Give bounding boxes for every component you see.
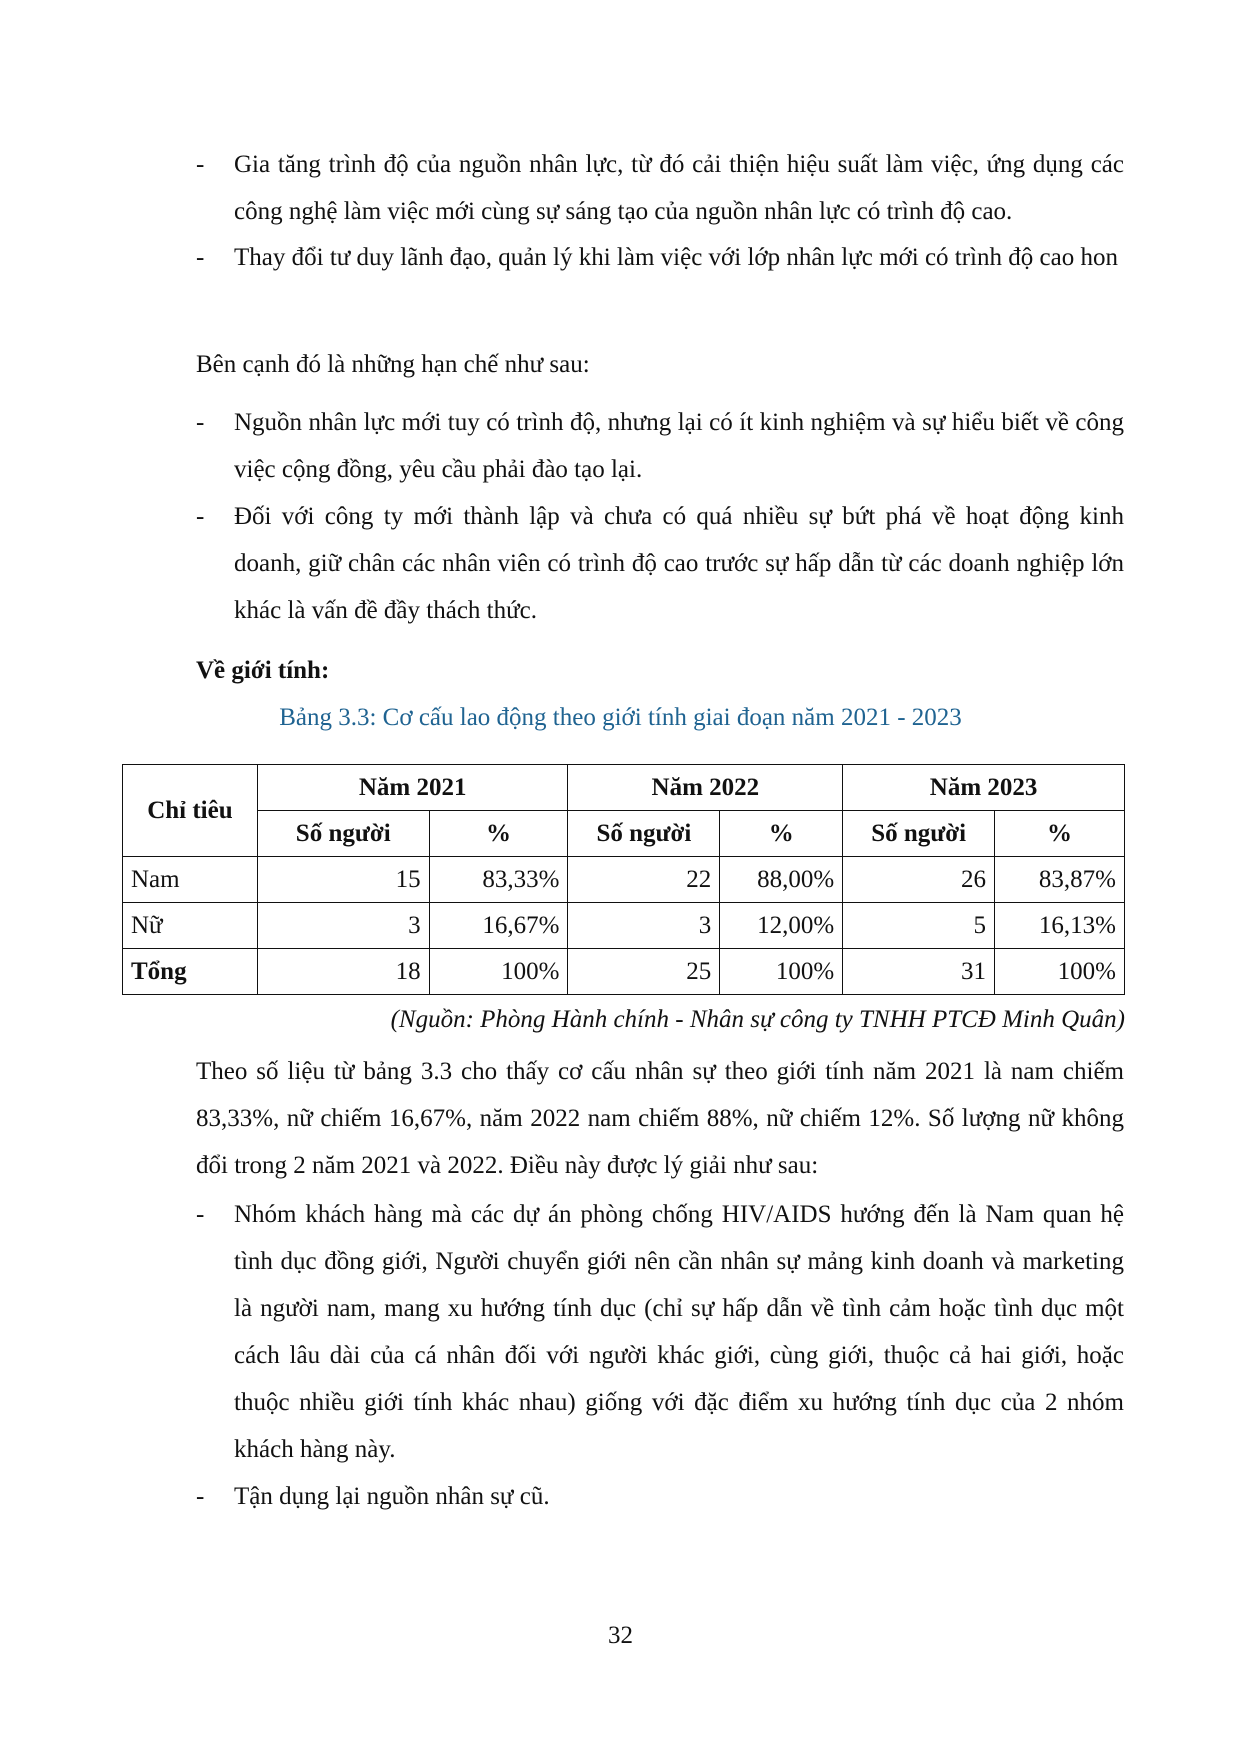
- table-header-row: [123, 765, 1125, 811]
- bullet-dash: -: [196, 244, 205, 271]
- cell-pct: 88,00%: [720, 857, 843, 903]
- cell-count: 22: [568, 857, 720, 903]
- analysis-text: Theo số liệu từ bảng 3.3 cho thấy cơ cấu nhân sự theo giới tính năm 2021 là nam chiếm 83,33%, nữ chiếm 16,67%, năm 2022 nam chiếm 88%, nữ chiếm 12%. Số lượng nữ không đổi trong 2 năm 2021 và 2022. Điều này được lý giải như sau:: [196, 1058, 1124, 1179]
- bullet-dash: -: [196, 1483, 205, 1510]
- bullet-item: [196, 1191, 1124, 1473]
- subheader-count: Số người: [568, 811, 720, 857]
- subheader-count: Số người: [843, 811, 995, 857]
- cell-pct: 83,87%: [995, 857, 1125, 903]
- table-row-total: [123, 949, 1125, 995]
- cell-pct: 16,13%: [995, 903, 1125, 949]
- bullet-text: Gia tăng trình độ của nguồn nhân lực, từ đó cải thiện hiệu suất làm việc, ứng dụng các công nghệ làm việc mới cùng sự sáng tạo của nguồn nhân lực có trình độ cao.: [234, 151, 1124, 225]
- subheader-count: Số người: [257, 811, 429, 857]
- bullet-text: Đối với công ty mới thành lập và chưa có quá nhiều sự bứt phá về hoạt động kinh doanh, giữ chân các nhân viên có trình độ cao trước sự hấp dẫn từ các doanh nghiệp lớn khác là vấn đề đầy thách thức.: [234, 503, 1124, 624]
- cell-count: 31: [843, 949, 995, 995]
- bullet-dash: -: [196, 503, 205, 530]
- cell-pct: 100%: [720, 949, 843, 995]
- cell-pct: 12,00%: [720, 903, 843, 949]
- cell-count: 3: [568, 903, 720, 949]
- cell-count: 5: [843, 903, 995, 949]
- table-row: [123, 857, 1125, 903]
- header-year: Năm 2022: [568, 765, 843, 811]
- bullet-item: [196, 234, 1124, 281]
- table-row: [123, 903, 1125, 949]
- header-year: Năm 2021: [257, 765, 568, 811]
- bullet-item: [196, 399, 1124, 493]
- bullet-text: Tận dụng lại nguồn nhân sự cũ.: [234, 1483, 550, 1510]
- row-label: Nam: [123, 857, 258, 903]
- cell-pct: 100%: [429, 949, 568, 995]
- cell-count: 25: [568, 949, 720, 995]
- bullet-item: [196, 141, 1124, 235]
- cell-pct: 83,33%: [429, 857, 568, 903]
- page-number: 32: [608, 1622, 633, 1649]
- cell-count: 3: [257, 903, 429, 949]
- bullet-item: [196, 493, 1124, 634]
- row-label: Tổng: [123, 949, 258, 995]
- bullet-text: Nguồn nhân lực mới tuy có trình độ, nhưng lại có ít kinh nghiệm và sự hiểu biết về công việc cộng đồng, yêu cầu phải đào tạo lại.: [234, 409, 1124, 483]
- row-label: Nữ: [123, 903, 258, 949]
- cell-count: 26: [843, 857, 995, 903]
- bullet-text: Thay đổi tư duy lãnh đạo, quản lý khi làm việc với lớp nhân lực mới có trình độ cao hon: [234, 244, 1118, 271]
- header-year: Năm 2023: [843, 765, 1125, 811]
- subheader-pct: %: [995, 811, 1125, 857]
- bullet-text: Nhóm khách hàng mà các dự án phòng chống HIV/AIDS hướng đến là Nam quan hệ tình dục đồng giới, Người chuyển giới nên cần nhân sự mảng kinh doanh và marketing là người nam, mang xu hướng tính dục (chỉ sự hấp dẫn về tình cảm hoặc tình dục một cách lâu dài của cá nhân đối với người khác giới, cùng giới, thuộc cả hai giới, hoặc thuộc nhiều giới tính khác nhau) giống với đặc điểm xu hướng tính dục của 2 nhóm khách hàng này.: [234, 1201, 1124, 1463]
- cell-count: 18: [257, 949, 429, 995]
- analysis-paragraph: [196, 1048, 1124, 1189]
- cell-pct: 16,67%: [429, 903, 568, 949]
- cell-pct: 100%: [995, 949, 1125, 995]
- bullet-dash: -: [196, 409, 205, 436]
- section-heading: Về giới tính:: [196, 657, 330, 684]
- cell-count: 15: [257, 857, 429, 903]
- bullet-dash: -: [196, 1201, 205, 1228]
- table-subheader-row: [123, 811, 1125, 857]
- bullet-dash: -: [196, 151, 205, 178]
- subheader-pct: %: [429, 811, 568, 857]
- subheader-pct: %: [720, 811, 843, 857]
- table-caption: Bảng 3.3: Cơ cấu lao động theo giới tính giai đoạn năm 2021 - 2023: [279, 704, 962, 731]
- header-indicator: Chỉ tiêu: [123, 765, 258, 857]
- gender-structure-table: [122, 764, 1125, 995]
- table-source: (Nguồn: Phòng Hành chính - Nhân sự công ty TNHH PTCĐ Minh Quân): [390, 1006, 1125, 1033]
- limits-intro: Bên cạnh đó là những hạn chế như sau:: [196, 351, 590, 378]
- bullet-item: [196, 1473, 1124, 1520]
